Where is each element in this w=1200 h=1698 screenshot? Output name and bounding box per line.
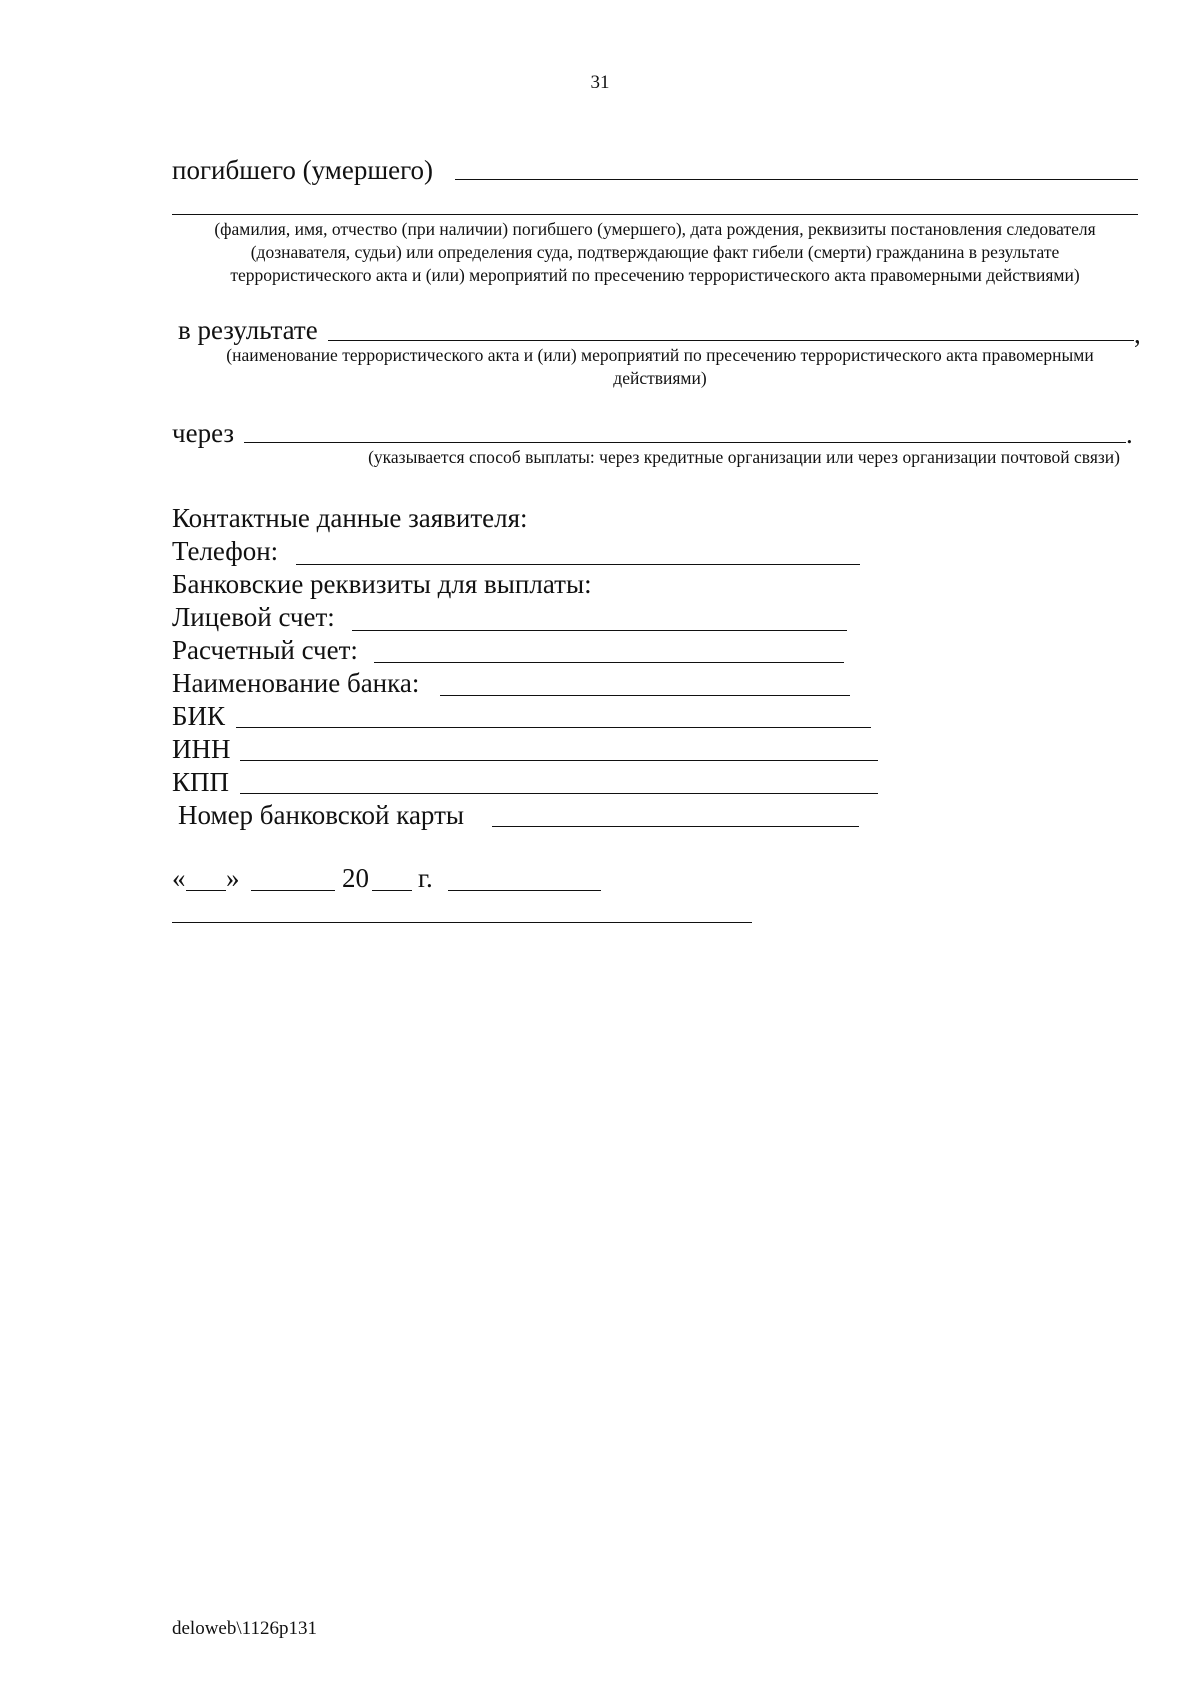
deceased-name-field[interactable] bbox=[455, 179, 1138, 180]
phone-label: Телефон: bbox=[172, 536, 279, 566]
payment-method-field[interactable] bbox=[244, 442, 1126, 443]
result-comma: , bbox=[1134, 319, 1141, 349]
year-suffix: г. bbox=[418, 863, 433, 893]
personal-account-label: Лицевой счет: bbox=[172, 602, 335, 632]
page-number: 31 bbox=[590, 72, 610, 93]
card-number-field[interactable] bbox=[492, 826, 859, 827]
settlement-account-label: Расчетный счет: bbox=[172, 635, 358, 665]
kpp-field[interactable] bbox=[240, 793, 878, 794]
card-number-label: Номер банковской карты bbox=[178, 800, 465, 830]
inn-field[interactable] bbox=[240, 760, 878, 761]
month-field[interactable] bbox=[251, 890, 335, 891]
bik-field[interactable] bbox=[236, 727, 871, 728]
day-field[interactable] bbox=[186, 890, 226, 891]
bank-name-field[interactable] bbox=[440, 695, 850, 696]
via-label: через bbox=[172, 418, 235, 448]
personal-account-field[interactable] bbox=[352, 630, 847, 631]
year-field[interactable] bbox=[372, 890, 412, 891]
date-open-quote: « bbox=[172, 863, 186, 893]
contacts-heading: Контактные данные заявителя: bbox=[172, 503, 528, 533]
via-hint: (указывается способ выплаты: через кредитные организации или через организации почтовой связи) bbox=[368, 447, 1120, 467]
inn-label: ИНН bbox=[172, 734, 231, 764]
result-field[interactable] bbox=[328, 340, 1134, 341]
bank-heading: Банковские реквизиты для выплаты: bbox=[172, 569, 592, 599]
bank-name-label: Наименование банка: bbox=[172, 668, 420, 698]
signature-field[interactable] bbox=[448, 890, 601, 891]
bik-label: БИК bbox=[172, 701, 226, 731]
result-label: в результате bbox=[178, 315, 318, 345]
year-century: 20 bbox=[342, 863, 369, 893]
document-reference: deloweb\1126p131 bbox=[172, 1618, 317, 1639]
settlement-account-field[interactable] bbox=[374, 662, 844, 663]
deceased-details-field[interactable] bbox=[172, 214, 1138, 215]
deceased-label: погибшего (умершего) bbox=[172, 155, 434, 185]
signature-name-field[interactable] bbox=[172, 922, 752, 923]
result-hint: (наименование террористического акта и (или) мероприятий по пресечению террористического акта правомерными действиями) bbox=[226, 345, 1094, 388]
date-close-quote: » bbox=[226, 863, 240, 893]
via-period: . bbox=[1126, 419, 1133, 449]
kpp-label: КПП bbox=[172, 767, 230, 797]
deceased-hint: (фамилия, имя, отчество (при наличии) погибшего (умершего), дата рождения, реквизиты постановления следователя (дознавателя, судьи) или определения суда, подтверждающие факт гибели (смерти) гражданина в результате террористического акта и (или) мероприятий по пресечению террористического акта правомерными действиями) bbox=[214, 219, 1096, 285]
phone-field[interactable] bbox=[296, 564, 860, 565]
